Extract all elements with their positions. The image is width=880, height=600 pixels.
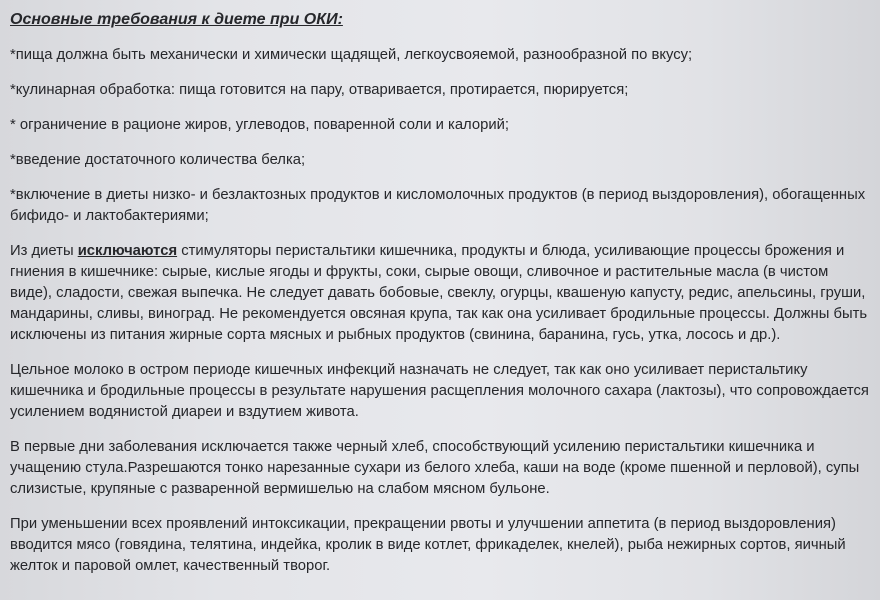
recovery-paragraph: При уменьшении всех проявлений интоксикации, прекращении рвоты и улучшении аппетита (в период выздоровления) вводится мясо (говядина, телятина, индейка, кролик в виде котлет, фрикаделек, кнелей), рыба нежирных сортов, яичный желток и паровой омлет, качественный творог.: [10, 516, 846, 575]
requirement-item: *введение достаточного количества белка;: [10, 152, 306, 169]
excluded-foods-paragraph: [10, 241, 872, 346]
requirement-item: * ограничение в рационе жиров, углеводов, поваренной соли и калорий;: [10, 117, 509, 134]
document-title: Основные требования к диете при ОКИ:: [10, 11, 343, 28]
excluded-rest: стимуляторы перистальтики кишечника, продукты и блюда, усиливающие процессы брожения и гниения в кишечнике: сырые, кислые ягоды и фрукты, соки, сырые овощи, сливочное и растительные масла (в чистом виде), сладости, свежая выпечка. Не следует давать бобовые, свеклу, огурцы, квашеную капусту, редис, апельсины, груши, мандарины, сливы, виноград. Не рекомендуется овсяная крупа, так как она усиливает бродильные процессы. Должны быть исключены из питания жирные сорта мясных и рыбных продуктов (свинина, баранина, гусь, утка, лосось и др.).: [10, 243, 868, 344]
requirement-item: *пища должна быть механически и химически щадящей, легкоусвояемой, разнообразной по вкусу;: [10, 47, 693, 64]
excluded-start: Из диеты: [10, 243, 78, 260]
bread-paragraph: В первые дни заболевания исключается также черный хлеб, способствующий усилению перистальтики кишечника и учащению стула.Разрешаются тонко нарезанные сухари из белого хлеба, каши на воде (кроме пшенной и перловой), супы слизистые, крупяные с разваренной вермишелью на слабом мясном бульоне.: [10, 439, 860, 498]
requirement-item: *включение в диеты низко- и безлактозных продуктов и кисломолочных продуктов (в период выздоровления), обогащенных бифидо- и лактобактериями;: [10, 187, 866, 225]
milk-paragraph: Цельное молоко в остром периоде кишечных инфекций назначать не следует, так как оно усиливает перистальтику кишечника и бродильные процессы в результате нарушения расщепления молочного сахара (лактозы), что сопровождается усилением водянистой диареи и вздутием живота.: [10, 362, 869, 421]
excluded-emphasis: исключаются: [77, 243, 178, 260]
requirement-item: *кулинарная обработка: пища готовится на пару, отваривается, протирается, пюрируется;: [10, 82, 629, 99]
